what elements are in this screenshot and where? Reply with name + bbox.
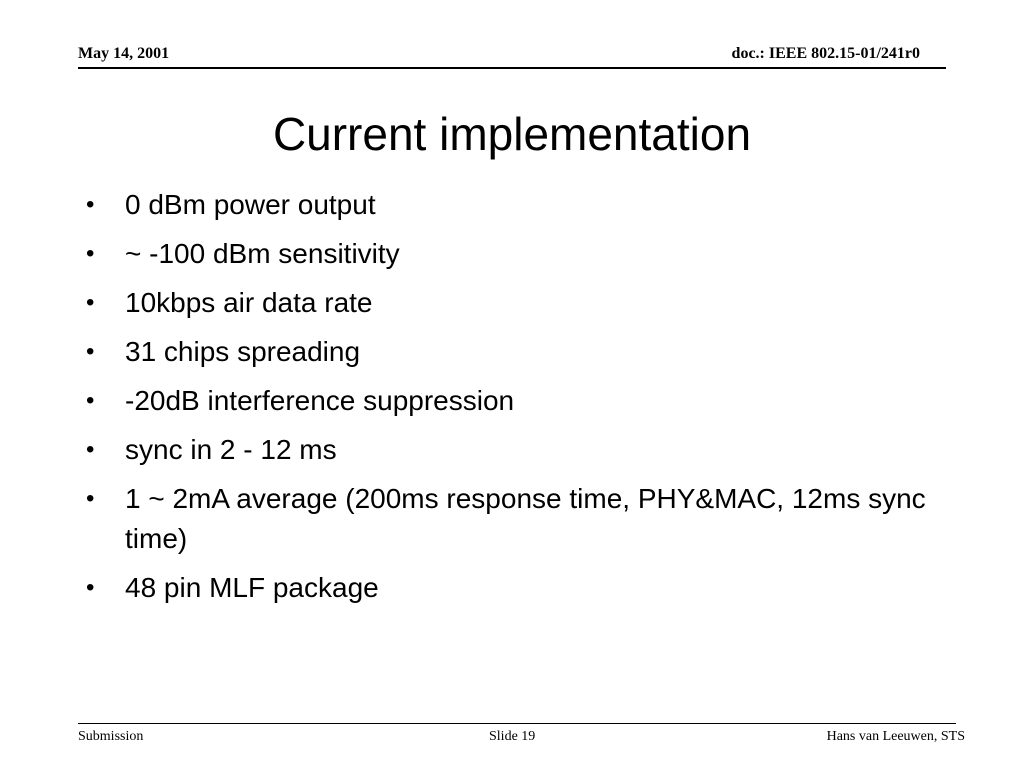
bullet-text: ~ -100 dBm sensitivity	[125, 238, 400, 269]
list-item	[86, 185, 946, 225]
list-item	[86, 568, 946, 608]
footer-submission: Submission	[78, 729, 144, 744]
header-doc-id: doc.: IEEE 802.15-01/241r0	[731, 45, 920, 62]
footer-divider	[78, 723, 956, 724]
bullet-list	[86, 185, 946, 617]
bullet-text: 48 pin MLF package	[125, 572, 379, 603]
bullet-icon: •	[86, 485, 95, 512]
footer-slide-number: Slide 19	[489, 729, 536, 744]
bullet-icon: •	[86, 387, 95, 414]
header-divider	[78, 67, 946, 69]
bullet-icon: •	[86, 574, 95, 601]
footer-author: Hans van Leeuwen, STS	[826, 729, 965, 744]
slide-title: Current implementation	[272, 108, 752, 160]
list-item	[86, 332, 946, 372]
bullet-text: 10kbps air data rate	[125, 287, 373, 318]
bullet-icon: •	[86, 240, 95, 267]
list-item	[86, 234, 946, 274]
header-date: May 14, 2001	[78, 45, 170, 62]
bullet-text: 0 dBm power output	[125, 189, 376, 220]
bullet-text: -20dB interference suppression	[125, 385, 515, 416]
list-item	[86, 283, 946, 323]
bullet-text: 1 ~ 2mA average (200ms response time, PHY&MAC, 12ms sync time)	[125, 483, 926, 554]
bullet-text: 31 chips spreading	[125, 336, 361, 367]
bullet-icon: •	[86, 191, 95, 218]
list-item	[86, 381, 946, 421]
list-item	[86, 479, 946, 559]
list-item	[86, 430, 946, 470]
bullet-icon: •	[86, 436, 95, 463]
bullet-icon: •	[86, 289, 95, 316]
bullet-text: sync in 2 - 12 ms	[125, 434, 337, 465]
bullet-icon: •	[86, 338, 95, 365]
